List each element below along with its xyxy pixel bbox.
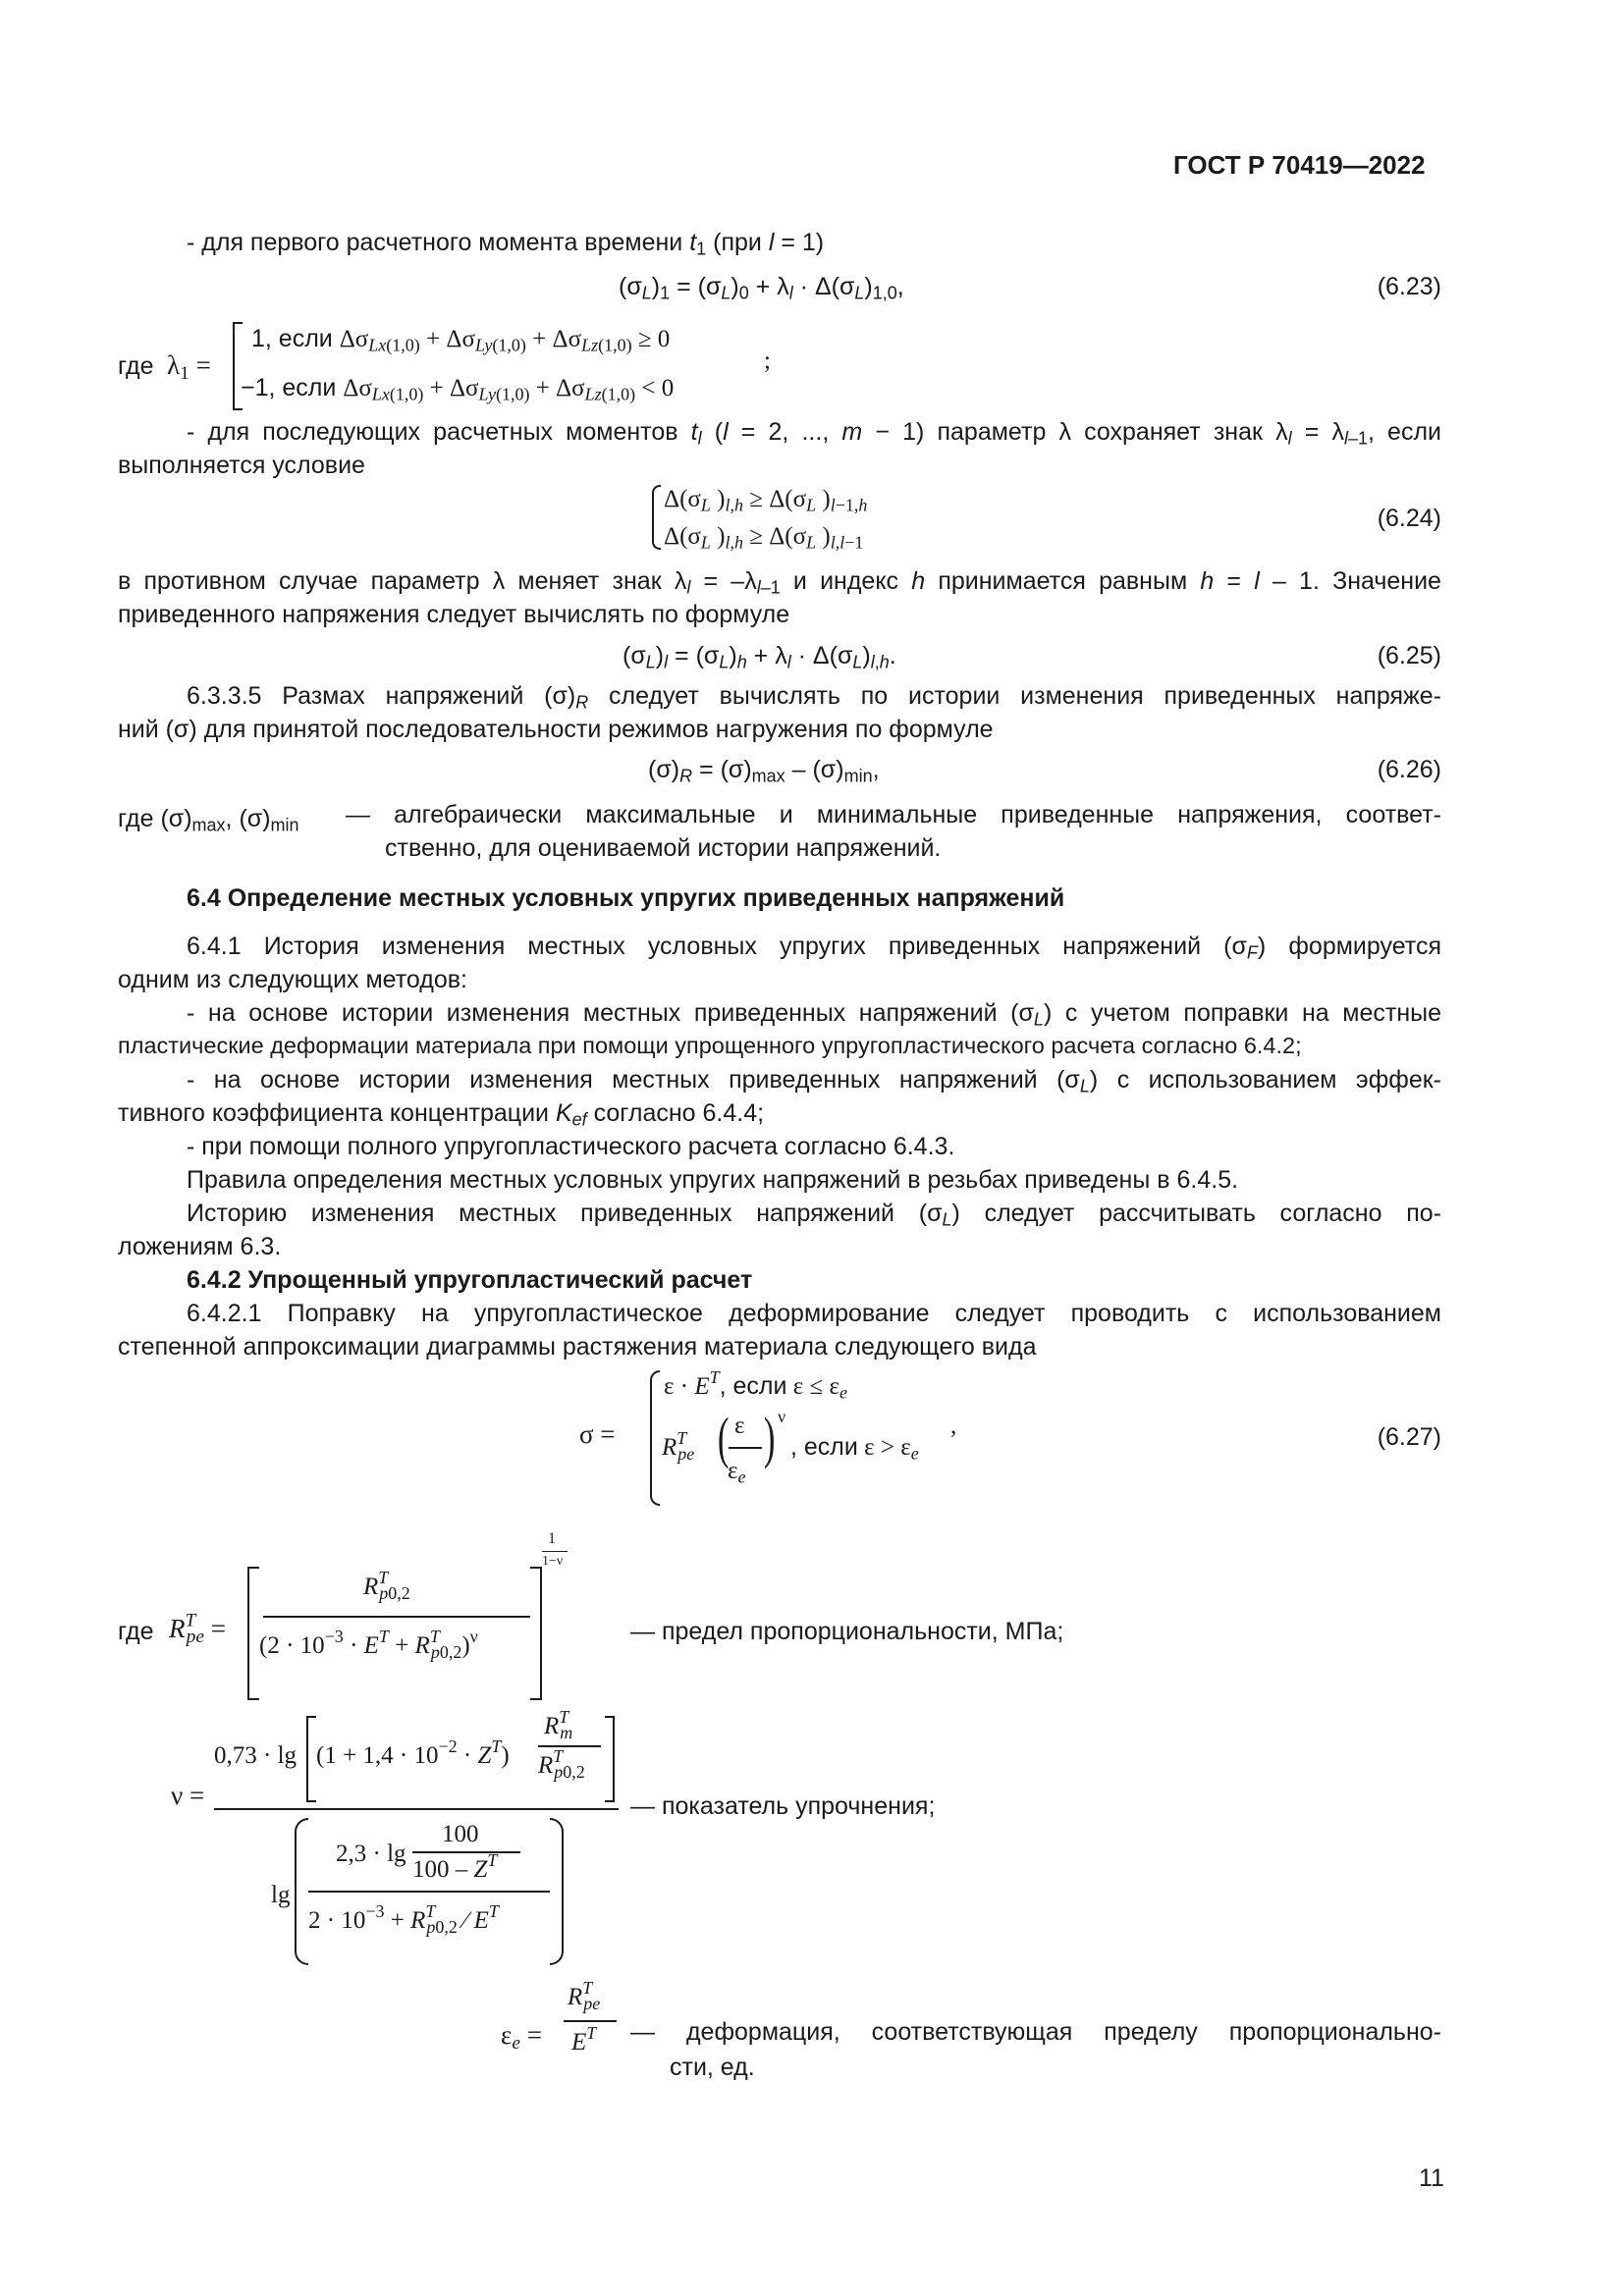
text-span: с учетом поправки на местные bbox=[1064, 999, 1441, 1027]
text-span: , если bbox=[719, 1372, 787, 1400]
text-span: - на основе истории изменения местных приведенных напряжений bbox=[187, 999, 998, 1027]
text-span: тивного коэффициента концентрации bbox=[118, 1099, 550, 1127]
paren-left: ( bbox=[717, 1406, 730, 1469]
definition-rpe: — предел пропорциональности, МПа; bbox=[630, 1618, 1064, 1645]
left-square-bracket bbox=[306, 1716, 316, 1802]
bullet-method-2-cont: тивного коэффициента концентрации $K_{ef}$ согласно 6.4.4; bbox=[118, 1099, 765, 1130]
text-span: в противном случае параметр λ меняет знак bbox=[118, 567, 662, 595]
formula-6-27-case2: $R^T_{pe}$ bbox=[662, 1428, 695, 1464]
formula-6-23: $(\sigma_L)_1 = (\sigma_L)_0 + \lambda_l \cdot \Delta(\sigma_L)_{1,0}$, bbox=[619, 273, 904, 303]
nu-den-23lg: 2,3 · lg bbox=[336, 1841, 406, 1867]
semicolon: ; bbox=[764, 347, 771, 374]
text-span: с использованием эффек- bbox=[1116, 1066, 1441, 1094]
nu-rm: $R^T_m$ bbox=[544, 1707, 573, 1742]
formula-6-27-case1: $\varepsilon \cdot E^T$, если $\varepsilon \le \varepsilon_e$ bbox=[664, 1367, 847, 1403]
where-rpe bbox=[118, 1620, 154, 1644]
text-span: где bbox=[118, 805, 154, 832]
eps-e-symbol: $\varepsilon_e$ = bbox=[501, 2020, 542, 2054]
text-span: следует вычислять по истории изменения приведенных напряже- bbox=[609, 682, 1441, 710]
text-span: формируется bbox=[1288, 933, 1442, 960]
paragraph-6-4-1: 6.4.1 История изменения местных условных упругих приведенных напряжений $(\sigma_F)$ формируется bbox=[187, 933, 1442, 963]
paragraph-6-3-3-5: 6.3.3.5 Размах напряжений $(\sigma)_R$ следует вычислять по истории изменения приведенных напряже- bbox=[187, 682, 1441, 713]
text-span: , если bbox=[790, 1433, 858, 1461]
paragraph-threads-rules: Правила определения местных условных упругих напряжений в резьбах приведены в 6.4.5. bbox=[187, 1166, 1239, 1194]
fraction-line bbox=[412, 1851, 520, 1853]
frac-den-eps-e: $\varepsilon_e$ bbox=[728, 1458, 746, 1487]
text-span: −1, если bbox=[241, 374, 337, 401]
right-square-bracket bbox=[605, 1716, 615, 1802]
paragraph-condition-intro: выполняется условие bbox=[118, 452, 365, 479]
formula-6-24-line1: $\Delta(\sigma_L$ )$_{l,h} \ge \Delta(\sigma_L$ )$_{l-1,h}$ bbox=[664, 486, 868, 515]
formula-lambda1: $\lambda_1$ = bbox=[167, 350, 211, 384]
paragraph-local-history-cont: ложениям 6.3. bbox=[118, 1233, 282, 1260]
fraction-line bbox=[263, 1616, 530, 1618]
left-paren-large bbox=[295, 1818, 308, 1965]
definition-max-min: — алгебраически максимальные и минимальные приведенные напряжения, соответ- bbox=[346, 801, 1441, 828]
section-heading-6-4-2: 6.4.2 Упрощенный упругопластический расчет bbox=[187, 1266, 753, 1294]
right-square-bracket bbox=[530, 1567, 542, 1700]
eq-number-6-26: (6.26) bbox=[1377, 756, 1441, 783]
text-span: и индекс bbox=[792, 567, 899, 595]
text-span: принимается равным bbox=[938, 567, 1188, 595]
text-span: 6.4.1 История изменения местных условных упругих приведенных напряжений bbox=[187, 933, 1202, 960]
nu-den-bottom: $2 \cdot 10^{-3} + R^T_{p0,2}$ ⁄ $E^T$ bbox=[308, 1901, 499, 1937]
fraction-line bbox=[542, 1551, 568, 1552]
definition-nu: — показатель упрочнения; bbox=[630, 1792, 936, 1820]
eq-number-6-27: (6.27) bbox=[1377, 1423, 1441, 1451]
text-span: – 1. Значение bbox=[1272, 567, 1441, 595]
nu-rp02: $R^T_{p0,2}$ bbox=[538, 1746, 585, 1782]
text-span: 1, если bbox=[251, 325, 333, 352]
formula-6-27-sigma: σ = bbox=[579, 1419, 616, 1449]
text-span: согласно 6.4.4; bbox=[593, 1099, 765, 1127]
text-span: = 2, ..., bbox=[740, 418, 830, 446]
text-span: - для первого расчетного момента времени bbox=[187, 229, 683, 256]
paragraph-6-4-2-1-cont: степенной аппроксимации диаграммы растяжения материала следующего вида bbox=[118, 1333, 1037, 1361]
definition-max-min-cont: ственно, для оцениваемой истории напряжений. bbox=[385, 834, 942, 862]
nu-den-100-z: $100 - Z^T$ bbox=[412, 1850, 498, 1883]
formula-6-27-case2-cond: , если $\varepsilon > \varepsilon_e$ bbox=[790, 1433, 919, 1464]
left-brace bbox=[650, 1370, 660, 1506]
paragraph-local-history: Историю изменения местных приведенных напряжений $(\sigma_L)$ следует рассчитывать согласно по- bbox=[187, 1200, 1442, 1230]
text-span: где bbox=[118, 1618, 154, 1645]
definition-eps-e: — деформация, соответствующая пределу пропорционально- bbox=[630, 2018, 1441, 2046]
rpe-symbol: $R^T_{pe}$ = bbox=[169, 1610, 226, 1647]
section-heading-6-4: 6.4 Определение местных условных упругих приведенных напряжений bbox=[187, 884, 1065, 912]
nu-symbol: ν = bbox=[171, 1781, 205, 1810]
exp-nu: ν bbox=[778, 1407, 786, 1426]
text-span: − 1) параметр λ сохраняет знак bbox=[875, 418, 1263, 446]
bullet-method-2: - на основе истории изменения местных приведенных напряжений $(\sigma_L)$ с использованием эффек- bbox=[187, 1066, 1441, 1096]
paragraph-6-4-2-1: 6.4.2.1 Поправку на упругопластическое деформирование следует проводить с использованием bbox=[187, 1300, 1441, 1327]
text-span: Историю изменения местных приведенных напряжений bbox=[187, 1200, 895, 1227]
lambda-condition-1: 1, если $\Delta\sigma_{Lx(1,0)} + \Delta\sigma_{Ly(1,0)} + \Delta\sigma_{Lz(1,0)} \ge 0$ bbox=[251, 325, 671, 355]
paragraph-formula-intro: приведенного напряжения следует вычислять по формуле bbox=[118, 601, 790, 628]
eq-number-6-23: (6.23) bbox=[1377, 273, 1441, 300]
text-span: - на основе истории изменения местных приведенных напряжений bbox=[187, 1066, 1038, 1094]
lambda-condition-2: −1, если $\Delta\sigma_{Lx(1,0)} + \Delta\sigma_{Ly(1,0)} + \Delta\sigma_{Lz(1,0)} < 0$ bbox=[241, 374, 675, 404]
right-paren-large bbox=[550, 1818, 564, 1965]
where-max-min: где $(\sigma)_{max}$, $(\sigma)_{min}$ bbox=[118, 805, 299, 835]
rpe-denominator: $(2 \cdot 10^{-3} \cdot E^T + R^T_{p0,2})^\nu$ bbox=[259, 1627, 478, 1662]
comma: , bbox=[950, 1413, 957, 1439]
formula-6-26: $(\sigma)_R = (\sigma)_{max} - (\sigma)_{min}$, bbox=[648, 756, 880, 786]
fraction-line bbox=[564, 2020, 617, 2022]
text-span: - для последующих расчетных моментов bbox=[187, 418, 678, 446]
eq-number-6-24: (6.24) bbox=[1377, 505, 1441, 532]
nu-num-paren: $(1 + 1,4 \cdot 10^{-2} \cdot Z^T)$ bbox=[316, 1736, 510, 1769]
nu-den-lg: lg bbox=[271, 1882, 291, 1908]
paragraph-6-4-1-cont: одним из следующих методов: bbox=[118, 966, 467, 993]
bullet-method-1-cont: пластические деформации материала при помощи упрощенного упругопластического расчета согласно 6.4.2; bbox=[118, 1033, 1302, 1058]
left-square-bracket bbox=[247, 1567, 259, 1700]
paragraph-subsequent-moments: - для последующих расчетных моментов $t_l$ (l = 2, ..., m − 1) параметр λ сохраняет знак $\lambda_l = \lambda_{l-1}$, если bbox=[187, 418, 1442, 449]
text-span: следует рассчитывать согласно по- bbox=[984, 1200, 1442, 1227]
nu-den-100: 100 bbox=[442, 1821, 479, 1847]
eps-e-num: $R^T_{pe}$ bbox=[568, 1978, 601, 2013]
paragraph-otherwise: в противном случае параметр λ меняет знак $\lambda_l = -\lambda_{l-1}$ и индекс h принимается равным h = l – 1. Значение bbox=[118, 567, 1441, 598]
nu-num-prefix: 0,73 · lg bbox=[214, 1742, 298, 1769]
definition-eps-e-cont: сти, ед. bbox=[670, 2054, 755, 2081]
formula-6-24-line2: $\Delta(\sigma_L$ )$_{l,h} \ge \Delta(\sigma_L$ )$_{l,l-1}$ bbox=[664, 523, 864, 553]
paragraph-first-moment: - для первого расчетного момента времени $t_1$ (при l = 1) bbox=[187, 229, 825, 259]
bullet-method-3: - при помощи полного упругопластического расчета согласно 6.4.3. bbox=[187, 1133, 955, 1160]
document-header-id: ГОСТ Р 70419—2022 bbox=[1173, 150, 1426, 180]
exp-denominator: 1−ν bbox=[542, 1554, 564, 1569]
eq-number-6-25: (6.25) bbox=[1377, 642, 1441, 669]
text-span: = 1) bbox=[781, 229, 825, 256]
formula-6-25: $(\sigma_L)_l = (\sigma_L)_h + \lambda_l \cdot \Delta(\sigma_L)_{l,h}$. bbox=[623, 642, 896, 672]
fraction-line bbox=[538, 1745, 601, 1747]
where-label: где bbox=[118, 352, 154, 380]
frac-num-eps: ε bbox=[734, 1413, 745, 1439]
text-span: , если bbox=[1367, 418, 1442, 446]
fraction-line bbox=[729, 1447, 762, 1449]
bullet-method-1: - на основе истории изменения местных приведенных напряжений $(\sigma_L)$ с учетом поправки на местные bbox=[187, 999, 1441, 1030]
paragraph-6-3-3-5-cont: ний (σ) для принятой последовательности режимов нагружения по формуле bbox=[118, 716, 994, 743]
left-brace bbox=[652, 485, 661, 550]
page-number: 11 bbox=[1419, 2164, 1444, 2192]
text-span: (при bbox=[713, 229, 762, 256]
rpe-numerator: $R^T_{p0,2}$ bbox=[363, 1568, 410, 1603]
fraction-line-main bbox=[214, 1808, 619, 1810]
paren-right: ) bbox=[763, 1406, 776, 1469]
exp-numerator: 1 bbox=[548, 1530, 556, 1547]
text-span: 6.3.3.5 Размах напряжений bbox=[187, 682, 524, 710]
fraction-line bbox=[308, 1891, 550, 1893]
eps-e-den: $E^T$ bbox=[571, 2023, 597, 2056]
